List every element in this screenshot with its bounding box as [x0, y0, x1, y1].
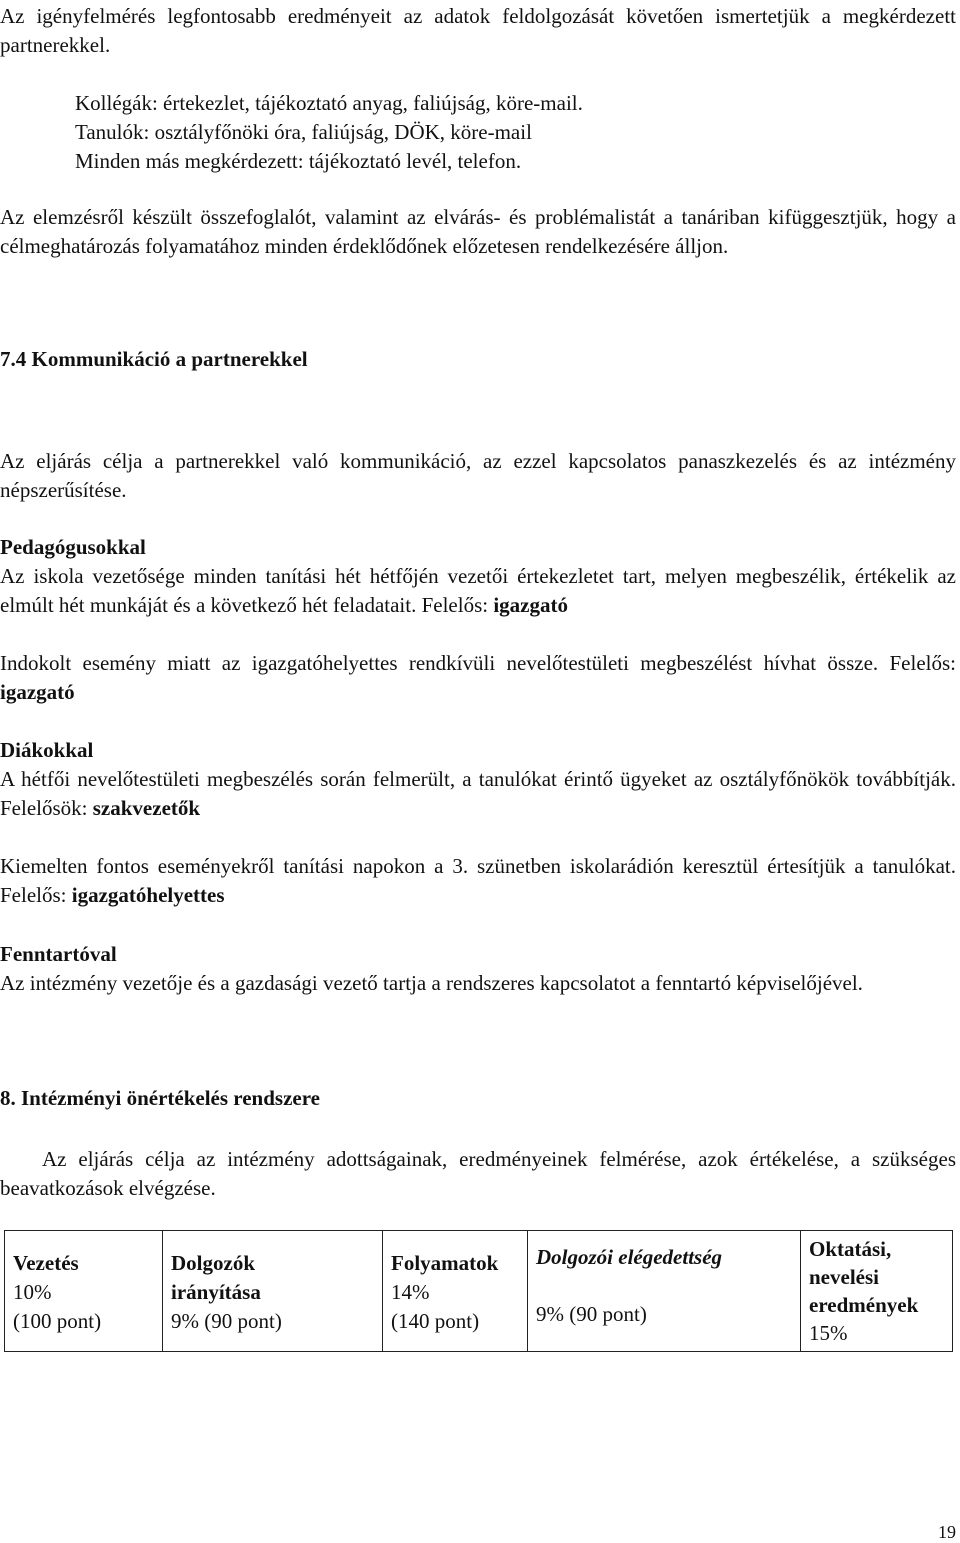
- page-number: 19: [938, 1522, 956, 1542]
- self-evaluation-table: [4, 1230, 953, 1352]
- table-cell-dolgozoi-elegedettseg: Dolgozói elégedettség 9% (90 pont): [528, 1231, 801, 1352]
- responsible-value: igazgató: [493, 593, 568, 617]
- teachers-paragraph-1: Az iskola vezetősége minden tanítási hét hétfőjén vezetői értekezletet tart, melyen megbeszélik, értékelik az elmúlt hét munkáját és a következő hét feladatait. Felelős: igazgató: [0, 564, 956, 617]
- list-item: Kollégák: értekezlet, tájékoztató anyag, faliújság, köre-mail.: [75, 91, 583, 115]
- table-cell-vezetes: Vezetés 10% (100 pont): [5, 1231, 163, 1352]
- table-cell-folyamatok: Folyamatok 14% (140 pont): [383, 1231, 528, 1352]
- table-cell-oktatasi-eredmenyek: Oktatási, nevelési eredmények 15%: [801, 1231, 953, 1352]
- students-paragraph-2: Kiemelten fontos eseményekről tanítási napokon a 3. szünetben iskolarádión keresztül értesítjük a tanulókat. Felelős: igazgatóhelyettes: [0, 854, 956, 907]
- responsible-value: szakvezetők: [92, 796, 201, 820]
- section-heading-8: 8. Intézményi önértékelés rendszere: [0, 1086, 320, 1110]
- info-channel-list: [75, 89, 935, 176]
- students-title: Diákokkal: [0, 738, 94, 762]
- students-paragraph-1: A hétfői nevelőtestületi megbeszélés során felmerült, a tanulókat érintő ügyeket az osztályfőnökök továbbítják. Felelősök: szakvezetők: [0, 767, 956, 820]
- summary-paragraph: Az elemzésről készült összefoglalót, valamint az elvárás- és problémalistát a tanáriban kifüggesztjük, hogy a célmeghatározás folyamatához minden érdeklődőnek előzetesen rendelkezésére álljon.: [0, 205, 956, 258]
- table-cell-dolgozok-iranyitasa: Dolgozók irányítása 9% (90 pont): [163, 1231, 383, 1352]
- maintainer-title: Fenntartóval: [0, 942, 117, 966]
- list-item: Tanulók: osztályfőnöki óra, faliújság, DÖK, köre-mail: [75, 120, 532, 144]
- teachers-paragraph-2: Indokolt esemény miatt az igazgatóhelyettes rendkívüli nevelőtestületi megbeszélést hívhat össze. Felelős: igazgató: [0, 651, 956, 704]
- section-8-purpose: Az eljárás célja az intézmény adottságainak, eredményeinek felmérése, azok értékelése, a szükséges beavatkozások elvégzése.: [0, 1147, 956, 1200]
- responsible-value: igazgatóhelyettes: [71, 883, 225, 907]
- table-row: [5, 1231, 953, 1352]
- section-heading-7-4: 7.4 Kommunikáció a partnerekkel: [0, 347, 308, 371]
- maintainer-paragraph: Az intézmény vezetője és a gazdasági vezető tartja a rendszeres kapcsolatot a fenntartó képviselőjével.: [0, 971, 863, 995]
- teachers-title: Pedagógusokkal: [0, 535, 146, 559]
- intro-paragraph: Az igényfelmérés legfontosabb eredményeit az adatok feldolgozását követően ismertetjük a megkérdezett partnerekkel.: [0, 4, 956, 57]
- section-7-4-purpose: Az eljárás célja a partnerekkel való kommunikáció, az ezzel kapcsolatos panaszkezelés és az intézmény népszerűsítése.: [0, 449, 956, 502]
- responsible-value: igazgató: [0, 680, 75, 704]
- list-item: Minden más megkérdezett: tájékoztató levél, telefon.: [75, 149, 522, 173]
